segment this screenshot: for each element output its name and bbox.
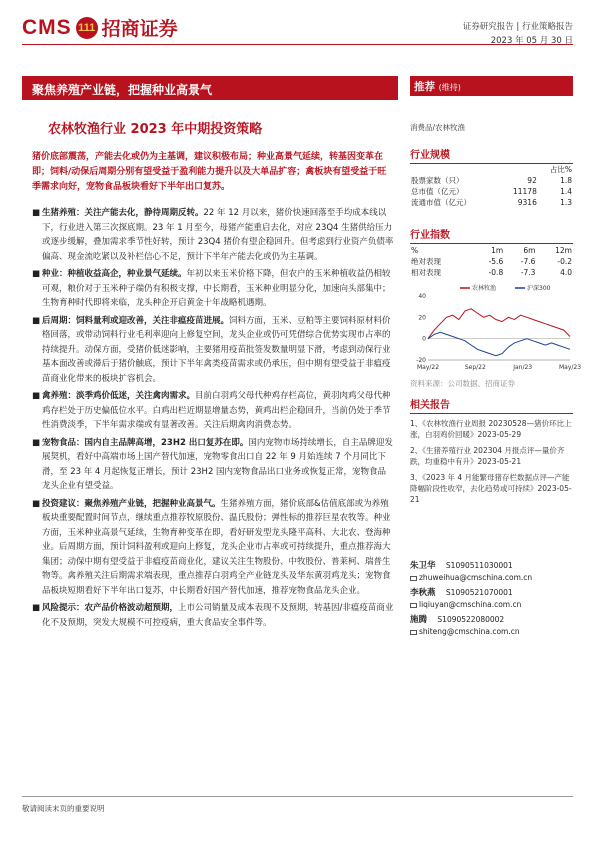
x-tick-label: Sep/22 (464, 364, 486, 371)
scale-title: 行业规模 (410, 146, 573, 164)
bullet-icon: ■ (32, 269, 41, 279)
perf-value: -7.3 (520, 268, 536, 277)
body-text (32, 206, 394, 633)
legend-label: 沪深300 (527, 285, 551, 292)
analyst-email[interactable]: zhuweihua@cmschina.com.cn (419, 573, 533, 582)
scale-pct: 1.4 (560, 187, 572, 196)
related-title: 相关报告 (410, 396, 573, 414)
paragraph-text: 国内宠物市场持续增长，自主品牌迎发展契机，看好中高端市场上国产替代加速，宠物零食出口自 22 年 9 月始连续 7 个月同比下滑，至 23 年 4 月起恢复正增长，预计 23H2 国内宠物食品出口业务或恢复正常，宠物食品龙头企业有望受益。 (42, 437, 393, 491)
mail-icon (410, 603, 417, 608)
index-chart-svg (410, 282, 582, 374)
body-paragraph (32, 389, 394, 433)
analyst-email[interactable]: liqiuyan@cmschina.com.cn (419, 600, 522, 609)
chart-source: 资料来源：公司数据、招商证券 (410, 379, 515, 388)
x-tick-label: May/22 (416, 364, 440, 371)
perf-col: % (411, 246, 419, 255)
table-row (410, 197, 573, 208)
paragraph-text: 目前白羽鸡父母代种鸡存栏高位，黄羽肉鸡父母代种鸡存栏处于历史偏低位水平。白鸡出栏近期显增量态势，黄鸡出栏企稳回升，当前仍处于季节性消费淡季，下半年需求端或有显著改善。关注后期禽肉消费态势。 (42, 391, 391, 430)
paragraph-heading: 宠物食品：国内自主品牌高增，23H2 出口复苏在即。 (42, 437, 249, 448)
y-tick-label: -20 (416, 357, 426, 364)
paragraph-heading: 禽养殖：淡季鸡价低迷，关注禽肉需求。 (42, 391, 196, 401)
analyst-email[interactable]: shiteng@cmschina.com.cn (419, 627, 520, 636)
scale-pct: 1.3 (560, 198, 572, 207)
logo-latin: CMS (22, 15, 72, 39)
perf-value: -0.8 (488, 268, 504, 277)
body-paragraph (32, 436, 394, 494)
mail-icon (410, 576, 417, 581)
mail-icon (410, 630, 417, 635)
analyst-name: 施腾 (410, 615, 428, 625)
body-paragraph (32, 206, 394, 264)
logo-chinese: 招商证券 (101, 18, 178, 40)
rating-label: 推荐 (414, 81, 435, 93)
table-row (410, 186, 573, 197)
analyst-id: S1090511030001 (445, 561, 513, 570)
rating-bar (410, 76, 573, 96)
rating-note: (维持) (438, 83, 461, 92)
paragraph-heading: 生猪养殖：关注产能去化，静待周期反转。 (42, 208, 204, 218)
table-row (410, 256, 573, 267)
scale-value: 11178 (512, 187, 537, 196)
scale-label: 流通市值（亿元） (411, 198, 471, 207)
paragraph-heading: 后周期：饲料量利或迎改善，关注非瘟疫苗进展。 (42, 315, 230, 326)
perf-col: 6m (523, 246, 536, 255)
x-tick-label: Jan/23 (513, 364, 533, 371)
scale-value: 92 (527, 176, 537, 185)
analyst-id: S1090522080002 (437, 615, 505, 624)
scale-table (410, 164, 573, 208)
report-title: 农林牧渔行业 2023 年中期投资策略 (48, 122, 263, 137)
related-report-item[interactable]: 3、《2023 年 4 月能繁母猪存栏数据点评—产能降幅阶段性收窄，去化趋势或可持续》2023-05-21 (410, 473, 572, 504)
scale-label: 总市值（亿元） (411, 187, 464, 196)
scale-pct: 1.8 (560, 176, 572, 185)
header-divider (22, 44, 573, 45)
y-tick-label: 40 (418, 293, 426, 300)
scale-label: 股票家数（只） (411, 176, 464, 185)
bullet-icon: ■ (32, 437, 41, 448)
related-report-item[interactable]: 2、《生猪养殖行业 202304 月报点评—量价齐跌，均重稳中有升》2023-05-21 (410, 446, 565, 466)
related-report-item[interactable]: 1、《农林牧渔行业周报 20230528—猪价环比上涨，白羽鸡价回暖》2023-05-29 (410, 419, 572, 439)
table-row (410, 267, 573, 278)
perf-value: -0.2 (557, 257, 572, 266)
analyst-id: S1090521070001 (445, 588, 513, 597)
paragraph-text: 饲料方面，玉米、豆粕等主要饲料原材料价格回落，或带动饲料行业毛利率迎向上修复空间，龙头企业或仍可凭借综合优势实现市占率的持续提升。动保方面，受猪价低迷影响，主要猪用疫苗批签发数量明显下滑，考虑到动保行业基本面改善或滞后于猪价触底，预计下半年禽类疫苗需求或仍承压，但中期有望受益于非瘟疫苗商业化带来的板块扩容机会。 (42, 315, 391, 384)
bullet-icon: ■ (32, 391, 41, 401)
footer-divider (22, 796, 573, 797)
body-paragraph (32, 497, 394, 599)
series-line (428, 332, 570, 355)
body-paragraph (32, 314, 394, 387)
bullet-icon: ■ (32, 208, 41, 218)
paragraph-text: 年初以来玉米价格下降，但农户的玉米种植收益仍相较可观，粮价对于玉米种子端仍有积极支撑，中长期看，玉米种业明显分化，加速向头部集中；生物育种时代即将来临，龙头种企开启黄金十年战略机遇期。 (42, 269, 391, 308)
paragraph-text: 生猪养殖方面，猪价底部&估值底部或为养殖板块重要配置时间节点，继续重点推荐牧原股份、温氏股份；弹性标的推荐巨星农牧等。种业方面，玉米种业高景气延续，生物育种变革在即，看好研发型龙头隆平高科、大北农、登海种业。后周期方面，预计饲料盈利或迎向上修复，龙头企业市占率或可持续提升，重点推荐海大集团；动保中期有望受益于非瘟疫苗商业化，建议关注生物股份、中牧股份、普莱柯、瑞普生物等。禽养殖关注后期需求端表现，重点推荐白羽鸡全产业链龙头及华东黄羽鸡龙头；宠物食品板块短期看好下半年出口复苏，中长期看好国产替代加速，推荐宠物食品龙头企业。 (42, 498, 391, 596)
analyst-name: 李秋燕 (410, 588, 436, 598)
summary: 猪价底部震荡，产能去化或仍为主基调，建议积极布局；种业高景气延续，转基因变革在即；饲料/动保后周期分别有望受益于盈利能力提升以及大单品扩容；禽板块有望受益于旺季需求向好，宠物食品板块看好下半年出口复苏。 (32, 152, 387, 192)
footer-note: 敬请阅读末页的重要说明 (22, 804, 105, 813)
paragraph-heading: 种业：种植收益高企，种业景气延续。 (42, 269, 187, 279)
analyst (410, 587, 573, 610)
perf-title: 行业指数 (410, 226, 573, 244)
perf-col: 12m (555, 246, 572, 255)
industry-label: 消费品/农林牧渔 (410, 123, 466, 132)
bullet-icon: ■ (32, 498, 41, 509)
perf-label: 相对表现 (411, 268, 441, 277)
scale-header: 占比% (549, 165, 572, 174)
y-tick-label: 20 (418, 314, 426, 322)
paragraph-heading: 风险提示：农产品价格波动超预期， (42, 603, 179, 613)
perf-table (410, 245, 573, 278)
company-logo (22, 14, 178, 41)
body-paragraph (32, 601, 394, 630)
report-type: 证券研究报告 | 行业策略报告 (462, 22, 573, 32)
perf-value: 4.0 (560, 268, 572, 277)
bullet-icon: ■ (32, 315, 41, 326)
analyst (410, 614, 573, 637)
x-tick-label: May/23 (558, 364, 582, 371)
report-date: 2023 年 05 月 30 日 (490, 36, 573, 46)
legend-label: 农林牧渔 (472, 285, 497, 292)
perf-value: -5.6 (488, 257, 504, 266)
analyst-name: 朱卫华 (410, 561, 436, 571)
y-tick-label: 0 (422, 335, 426, 343)
table-row (410, 175, 573, 186)
perf-value: -7.6 (520, 257, 536, 266)
series-line (428, 309, 570, 339)
perf-col: 1m (491, 246, 504, 255)
analyst (410, 560, 573, 583)
paragraph-text: 上市公司销量及成本表现不及预期，转基因/非瘟疫苗商业化不及预期，突发大规模不可控疫病，重大食品安全事件等。 (42, 603, 394, 628)
paragraph-text: 22 年 12 月以来，猪价快速回落至手均成本线以下，行业进入第三次探底期。23 年 1 月至今，母猪产能重启去化，对应 23Q4 生猪供给压力或逐步缓解，叠加需求季节性好转，预计 23Q4 猪价有望企稳回升。但考虑到行业资产负债率偏高、现金流吃紧以及补栏信心不足，预计下半年产能去化或仍为主基调。 (42, 208, 394, 262)
banner-headline: 聚焦养殖产业链，把握种业高景气 (22, 76, 398, 100)
perf-label: 绝对表现 (411, 257, 441, 266)
body-paragraph (32, 267, 394, 311)
index-chart (410, 282, 582, 374)
analyst-list (410, 560, 573, 637)
paragraph-heading: 投资建议：聚焦养殖产业链，把握种业高景气。 (42, 498, 221, 509)
scale-value: 9316 (517, 198, 537, 207)
related-reports (410, 418, 573, 510)
logo-emblem-icon: 111 (76, 17, 98, 39)
bullet-icon: ■ (32, 603, 41, 613)
